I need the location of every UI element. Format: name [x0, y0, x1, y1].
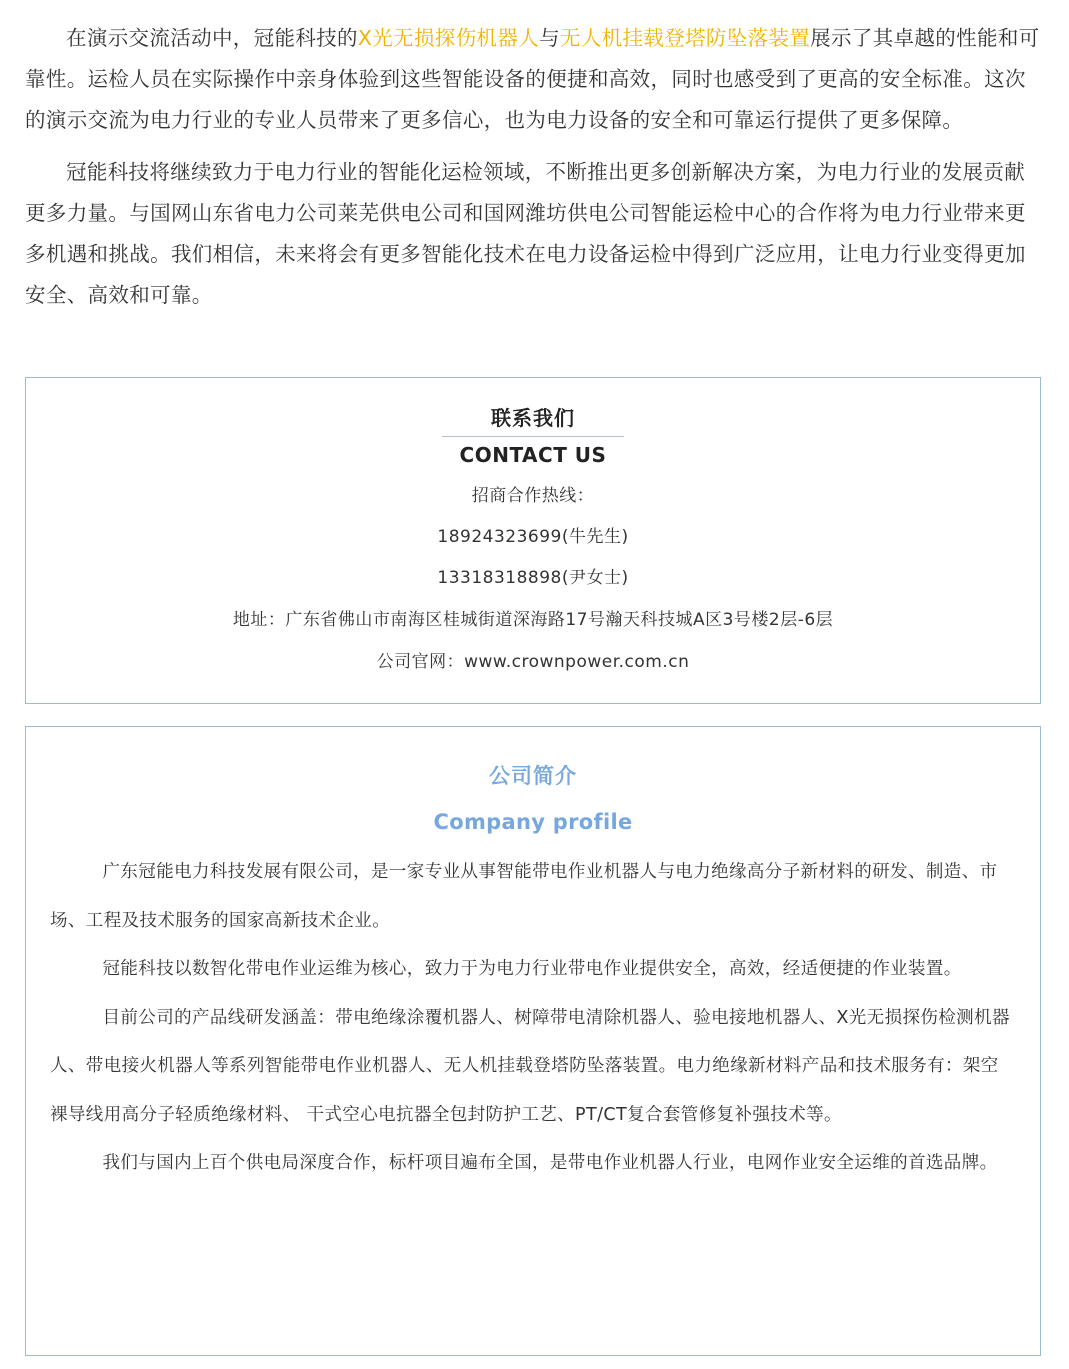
highlight-drone-device: 无人机挂载登塔防坠落装置: [559, 26, 811, 50]
contact-box: [25, 377, 1041, 704]
profile-paragraph-3: 目前公司的产品线研发涵盖：带电绝缘涂覆机器人、树障带电清除机器人、验电接地机器人、X光无损探伤检测机器人、带电接火机器人等系列智能带电作业机器人、无人机挂载登塔防坠落装置。电力绝缘新材料产品和技术服务有：架空裸导线用高分子轻质绝缘材料、 干式空心电抗器全包封防护工艺、PT/CT复合套管修复补强技术等。: [50, 1007, 1010, 1125]
profile-paragraph-2: 冠能科技以数智化带电作业运维为核心，致力于为电力行业带电作业提供安全，高效，经适便捷的作业装置。: [102, 959, 962, 979]
profile-title-cn: 公司简介: [489, 764, 577, 788]
website[interactable]: 公司官网：www.crownpower.com.cn: [376, 652, 690, 672]
intro-section: [25, 18, 1043, 327]
intro-text: 展示了其卓越的性能和可靠性。运检人员在实际操作中亲身体验到这些智能设备的便捷和高效，同时也感受到了更高的安全标准。这次的演示交流为电力行业的专业人员带来了更多信心，也为电力设备的安全和可靠运行提供了更多保障。: [25, 26, 1040, 132]
company-profile-box: [25, 726, 1041, 1356]
phone-1[interactable]: 18924323699(牛先生): [437, 527, 629, 547]
contact-title-en: CONTACT US: [459, 443, 607, 467]
intro-text: 与: [539, 26, 560, 50]
intro-paragraph-2: 冠能科技将继续致力于电力行业的智能化运检领域，不断推出更多创新解决方案，为电力行业的发展贡献更多力量。与国网山东省电力公司莱芜供电公司和国网潍坊供电公司智能运检中心的合作将为电力行业带来更多机遇和挑战。我们相信，未来将会有更多智能化技术在电力设备运检中得到广泛应用，让电力行业变得更加安全、高效和可靠。: [25, 160, 1026, 307]
contact-title-divider: [442, 436, 624, 437]
profile-body: [50, 848, 1016, 1188]
phone-2[interactable]: 13318318898(尹女士): [437, 568, 629, 588]
profile-title-en: Company profile: [433, 810, 633, 834]
address: 地址：广东省佛山市南海区桂城街道深海路17号瀚天科技城A区3号楼2层-6层: [232, 610, 834, 630]
highlight-xray-robot: X光无损探伤机器人: [357, 26, 540, 50]
profile-paragraph-4: 我们与国内上百个供电局深度合作，标杆项目遍布全国，是带电作业机器人行业，电网作业安全运维的首选品牌。: [102, 1153, 998, 1173]
intro-paragraph-1: [25, 18, 1043, 141]
profile-paragraph-1: 广东冠能电力科技发展有限公司，是一家专业从事智能带电作业机器人与电力绝缘高分子新材料的研发、制造、市场、工程及技术服务的国家高新技术企业。: [50, 862, 998, 931]
hotline-label: 招商合作热线：: [471, 486, 595, 506]
contact-title-cn: 联系我们: [491, 406, 575, 430]
intro-text: 在演示交流活动中，冠能科技的: [66, 26, 358, 50]
